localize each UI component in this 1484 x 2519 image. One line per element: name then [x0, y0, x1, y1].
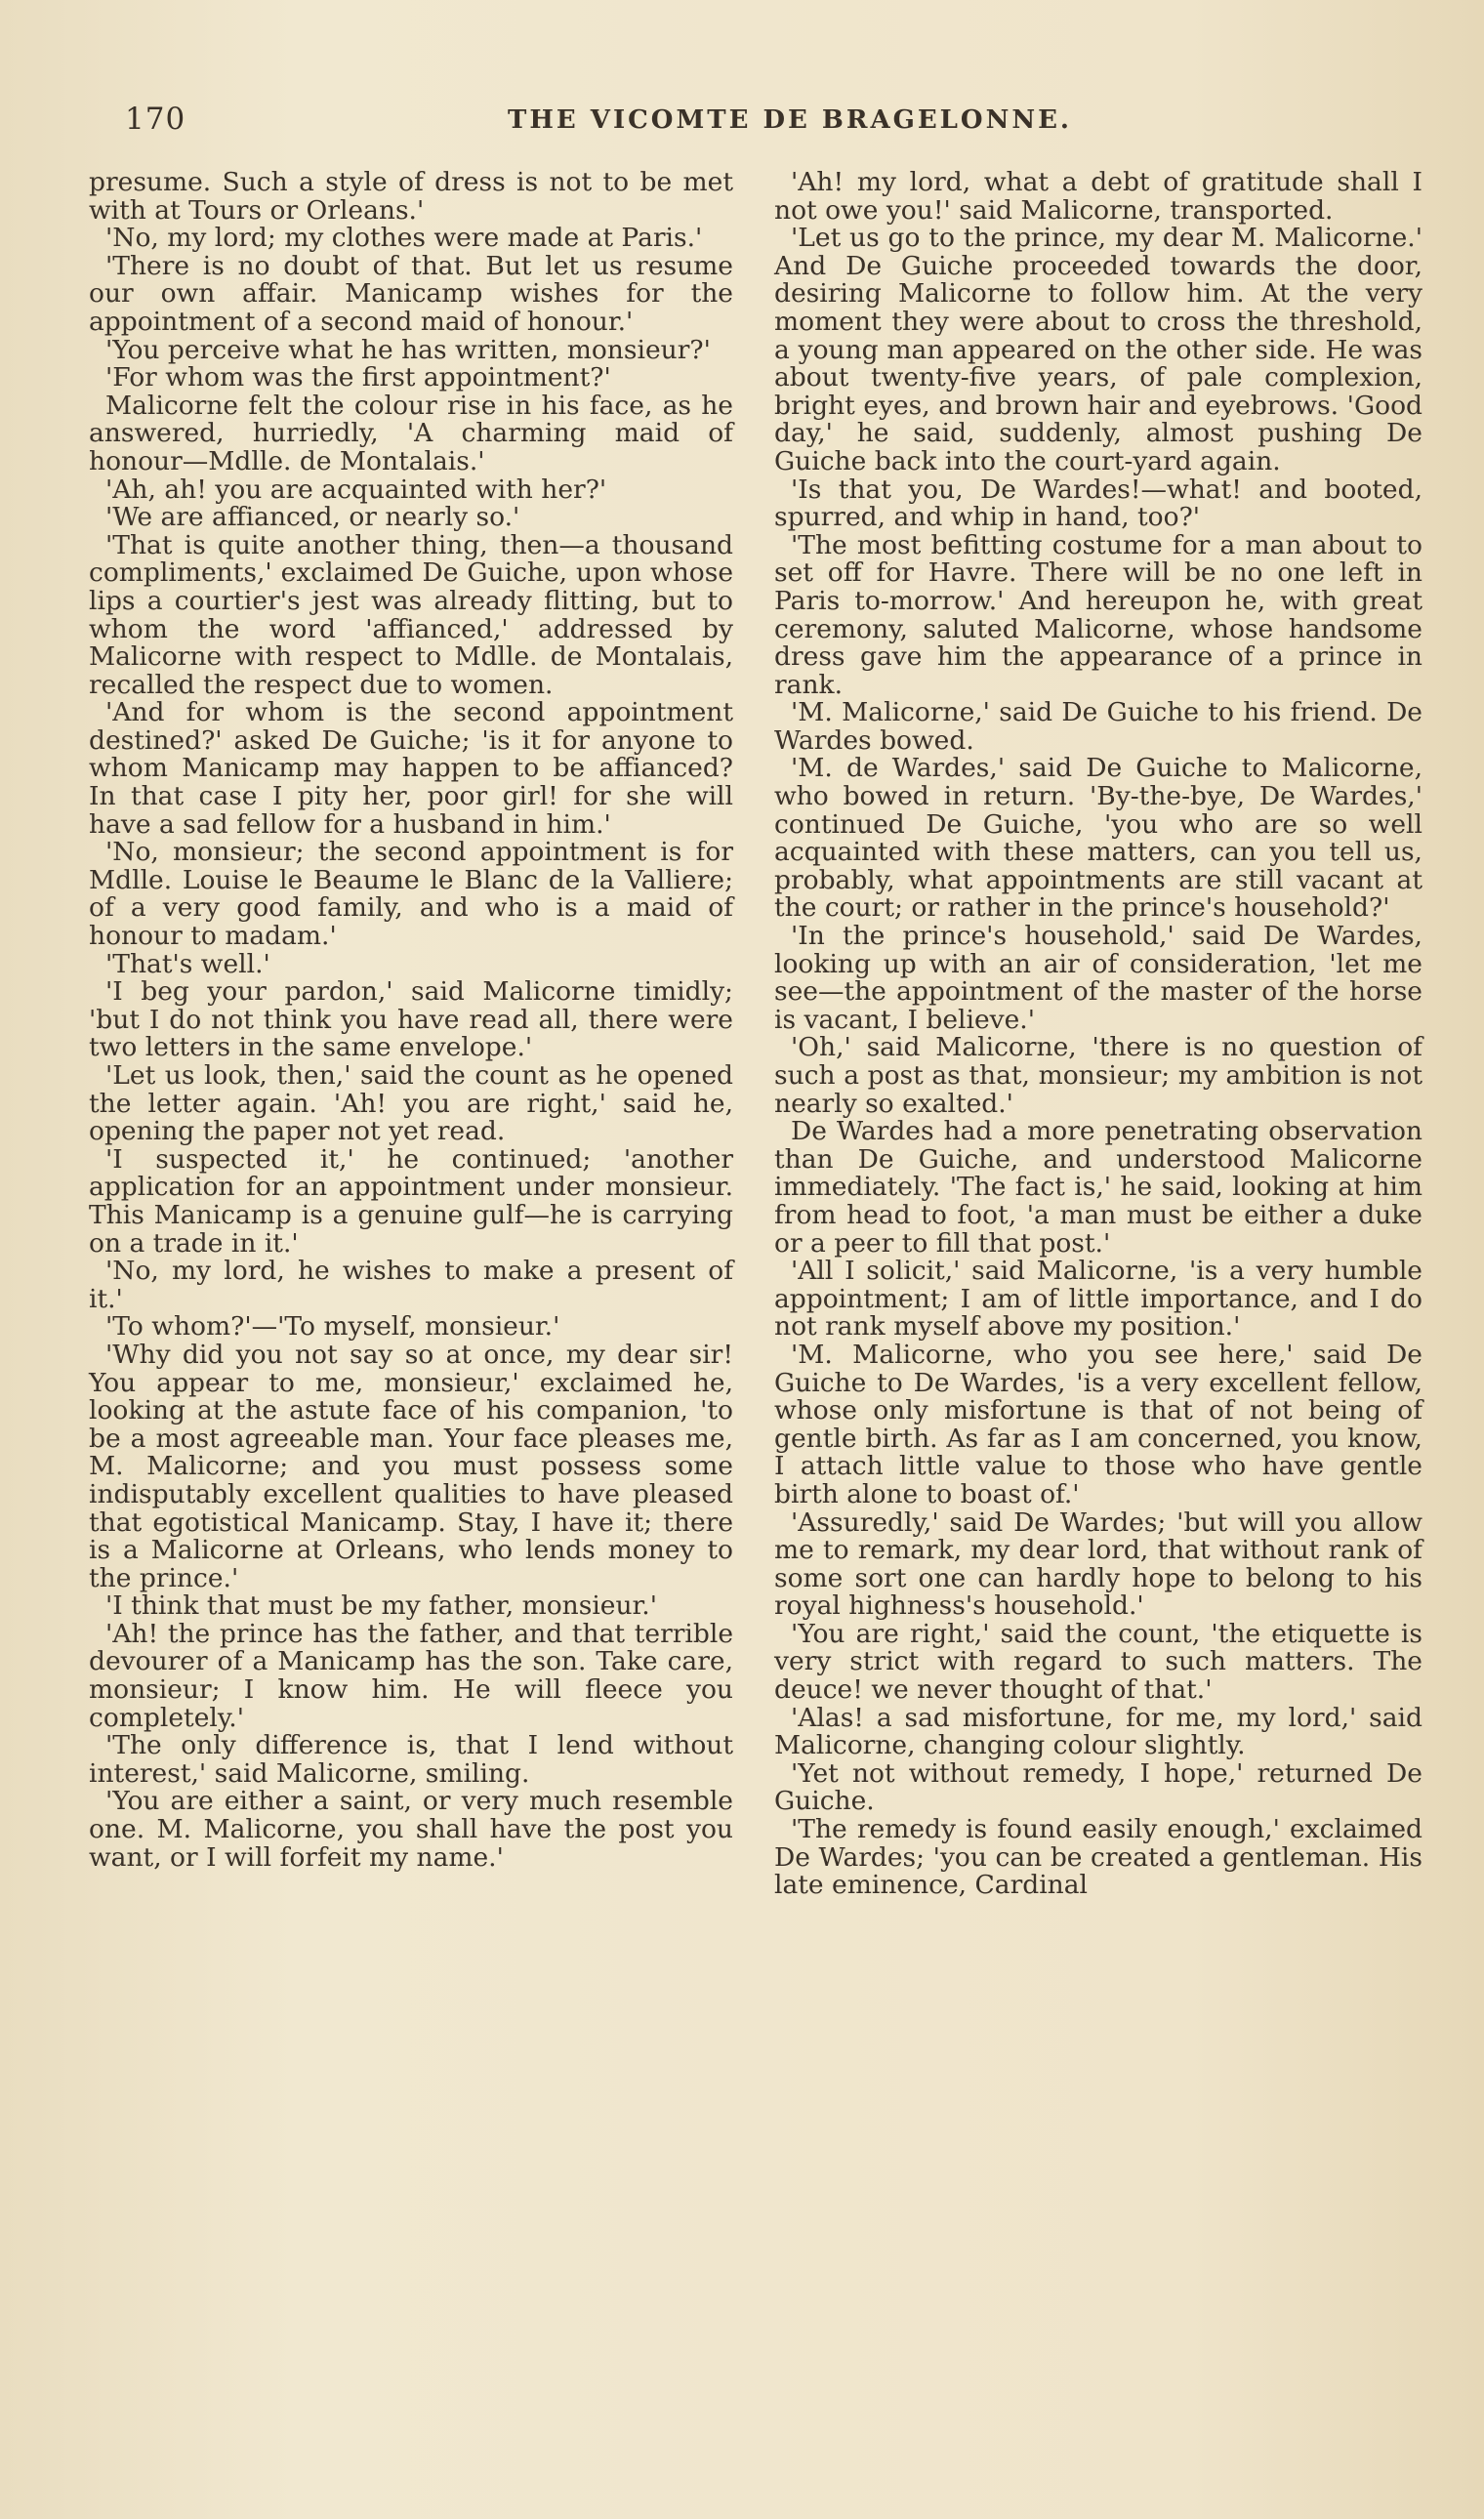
paragraph: 'All I solicit,' said Malicorne, 'is a very humble appointment; I am of little importance, and I do not rank myself above my position.': [774, 1256, 1422, 1342]
paragraph: 'The remedy is found easily enough,' exclaimed De Wardes; 'you can be created a gentleman. His late eminence, Cardinal: [774, 1814, 1422, 1901]
page-header: [0, 102, 1484, 141]
paragraph: 'There is no doubt of that. But let us resume our own affair. Manicamp wishes for the appointment of a second maid of honour.': [89, 250, 733, 337]
paragraph: presume. Such a style of dress is not to be met with at Tours or Orleans.': [89, 167, 733, 226]
paragraph: 'The only difference is, that I lend without interest,' said Malicorne, smiling.: [89, 1730, 733, 1789]
paragraph: 'M. de Wardes,' said De Guiche to Malicorne, who bowed in return. 'By-the-bye, De Wardes,' continued De Guiche, 'you who are so well acquainted with these matters, can you tell us, probably, what appointments are still vacant at the court; or rather in the prince's household?': [774, 753, 1422, 924]
paragraph: 'Let us go to the prince, my dear M. Malicorne.' And De Guiche proceeded towards the door, desiring Malicorne to follow him. At the very moment they were about to cross the threshold, a young man appeared on the other side. He was about twenty-five years, of pale complexion, bright eyes, and brown hair and eyebrows. 'Good day,' he said, suddenly, almost pushing De Guiche back into the court-yard again.: [774, 223, 1422, 476]
paragraph: 'You are either a saint, or very much resemble one. M. Malicorne, you shall have the post you want, or I will forfeit my name.': [89, 1786, 733, 1873]
paragraph: 'You are right,' said the count, 'the etiquette is very strict with regard to such matters. The deuce! we never thought of that.': [774, 1618, 1422, 1706]
paragraph: 'To whom?'—'To myself, monsieur.': [105, 1311, 560, 1342]
page-number: 170: [125, 102, 186, 137]
paragraph: 'Is that you, De Wardes!—what! and booted, spurred, and whip in hand, too?': [774, 474, 1422, 533]
paragraph: 'And for whom is the second appointment destined?' asked De Guiche; 'is it for anyone to whom Manicamp may happen to be affianced? In that case I pity her, poor girl! for she will have a sad fellow for a husband in him.': [89, 697, 733, 840]
paragraph: 'Assuredly,' said De Wardes; 'but will you allow me to remark, my dear lord, that without rank of some sort one can hardly hope to belong to his royal highness's household.': [774, 1507, 1422, 1622]
paragraph: 'Ah! the prince has the father, and that terrible devourer of a Manicamp has the son. Take care, monsieur; I know him. He will fleece you completely.': [89, 1618, 733, 1733]
paragraph: 'In the prince's household,' said De Wardes, looking up with an air of consideration, 'let me see—the appointment of the master of the horse is vacant, I believe.': [774, 921, 1422, 1035]
paragraph: 'I suspected it,' he continued; 'another application for an appointment under monsieur. This Manicamp is a genuine gulf—he is carrying on a trade in it.': [89, 1143, 733, 1259]
paragraph: 'M. Malicorne, who you see here,' said De Guiche to De Wardes, 'is a very excellent fellow, whose only misfortune is that of not being of gentle birth. As far as I am concerned, you know, I attach little value to those who have gentle birth alone to boast of.': [774, 1339, 1422, 1509]
paragraph: 'Ah, ah! you are acquainted with her?': [105, 474, 607, 505]
paragraph: 'M. Malicorne,' said De Guiche to his friend. De Wardes bowed.: [774, 697, 1422, 756]
paragraph: 'For whom was the first appointment?': [105, 362, 611, 393]
paragraph: 'I beg your pardon,' said Malicorne timidly; 'but I do not think you have read all, there were two letters in the same envelope.': [89, 976, 733, 1063]
paragraph: 'Oh,' said Malicorne, 'there is no question of such a post as that, monsieur; my ambition is not nearly so exalted.': [774, 1032, 1422, 1119]
paragraph: 'Yet not without remedy, I hope,' returned De Guiche.: [774, 1757, 1422, 1817]
paragraph: Malicorne felt the colour rise in his face, as he answered, hurriedly, 'A charming maid of honour—Mdlle. de Montalais.': [89, 390, 733, 476]
paragraph: 'No, my lord; my clothes were made at Paris.': [105, 223, 703, 254]
paragraph: 'That's well.': [105, 948, 270, 979]
paragraph: 'No, my lord, he wishes to make a present of it.': [89, 1256, 733, 1314]
paragraph: 'You perceive what he has written, monsieur?': [105, 334, 711, 365]
paragraph: 'We are affianced, or nearly so.': [105, 502, 520, 533]
paragraph: 'That is quite another thing, then—a thousand compliments,' exclaimed De Guiche, upon whose lips a courtier's jest was already flitting, but to whom the word 'affianced,' addressed by Malicorne with respect to Mdlle. de Montalais, recalled the respect due to women.: [89, 529, 733, 700]
running-title: THE VICOMTE DE BRAGELONNE.: [508, 105, 1072, 135]
paragraph: 'I think that must be my father, monsieur.': [105, 1590, 658, 1622]
paragraph: 'The most befitting costume for a man about to set off for Havre. There will be no one left in Paris to-morrow.' And hereupon he, with great ceremony, saluted Malicorne, whose handsome dress gave him the appearance of a prince in rank.: [774, 529, 1422, 700]
paragraph: 'Ah! my lord, what a debt of gratitude shall I not owe you!' said Malicorne, transported.: [774, 167, 1422, 226]
text-column-right: [774, 169, 1422, 1900]
text-column-left: [89, 169, 733, 1872]
paragraph: De Wardes had a more penetrating observation than De Guiche, and understood Malicorne immediately. 'The fact is,' he said, looking at him from head to foot, 'a man must be either a duke or a peer to fill that post.': [774, 1116, 1422, 1259]
paragraph: 'Alas! a sad misfortune, for me, my lord,' said Malicorne, changing colour slightly.: [774, 1702, 1422, 1761]
paragraph: 'Why did you not say so at once, my dear sir! You appear to me, monsieur,' exclaimed he, looking at the astute face of his companion, 'to be a most agreeable man. Your face pleases me, M. Malicorne; and you must possess some indisputably excellent qualities to have pleased that egotistical Manicamp. Stay, I have it; there is a Malicorne at Orleans, who lends money to the prince.': [89, 1339, 733, 1593]
paragraph: 'No, monsieur; the second appointment is for Mdlle. Louise le Beaume le Blanc de la Valliere; of a very good family, and who is a maid of honour to madam.': [89, 837, 733, 952]
paragraph: 'Let us look, then,' said the count as he opened the letter again. 'Ah! you are right,' said he, opening the paper not yet read.: [89, 1060, 733, 1147]
